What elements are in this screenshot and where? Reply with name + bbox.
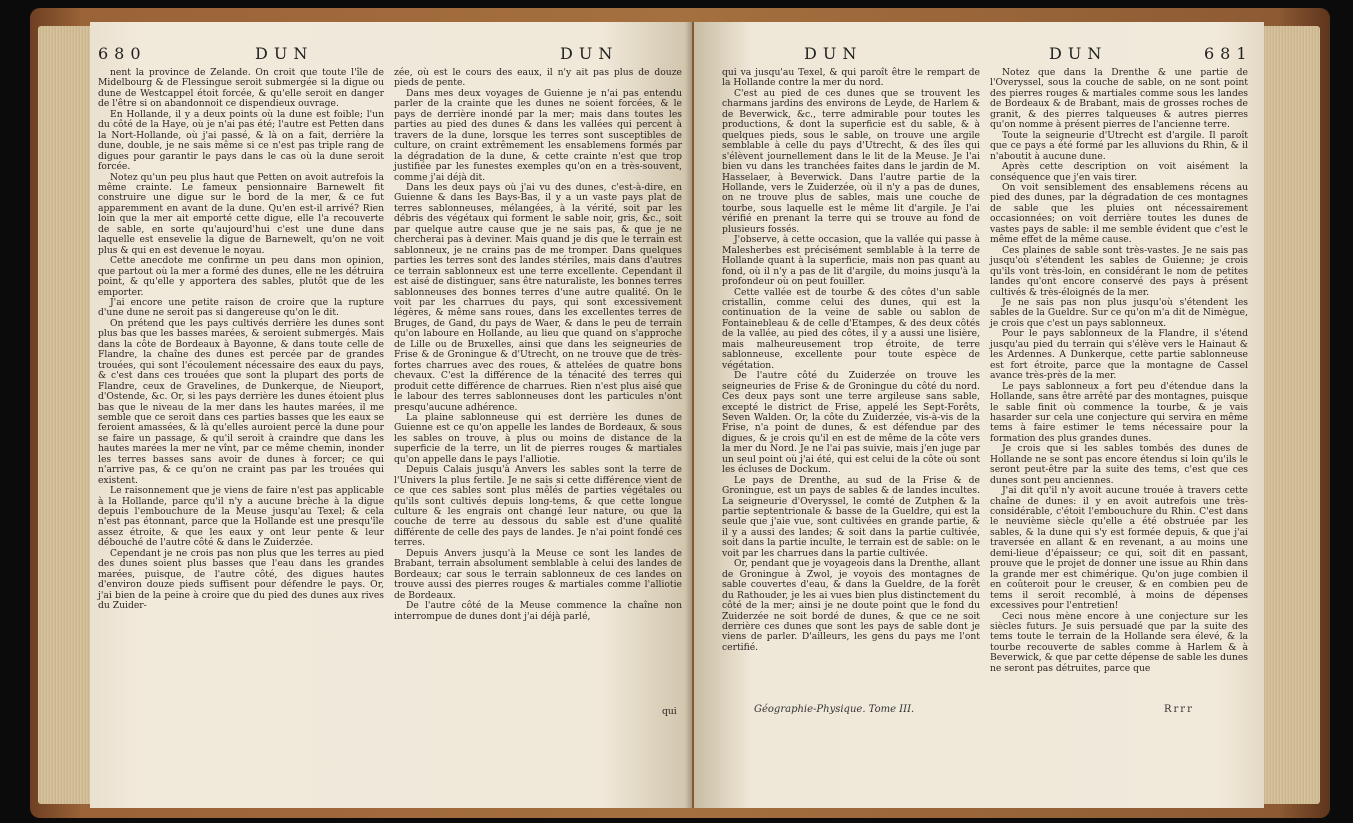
paragraph: Le pays de Drenthe, au sud de la Frise & de Groningue, est un pays de sables & de landes incultes. La seigneurie d'Overyssel, le comté de Zutphen & la partie septentrionale & basse de la Gueldre, qui est la seule que j'aie vue, sont cultivées en grande partie, & il y a aussi des landes; & soit dans la partie cultivée, soit dans la partie inculte, le terrain est de sable: on le voit par les charrues dans la partie cultivée. (722, 474, 980, 559)
paragraph: nent la province de Zelande. On croit que toute l'île de Midelbourg & de Flessingue seroit submergée si la digue ou dune de Westcappel étoit forcée, & qu'elle seroit en danger de l'être si on abandonnoit ce dispendieux ouvrage. (98, 67, 384, 110)
running-head-right: DUN (560, 44, 619, 63)
paragraph: Pour le pays sablonneux de la Flandre, il s'étend jusqu'au pied du terrain qui s'élève vers le Hainaut & les Ardennes. A Dunkerque, cette partie sablonneuse est fort étroite, parce que la montagne de Cassel avance très-près de la mer. (990, 328, 1248, 382)
paragraph: Je crois que si les sables tombés des dunes de Hollande ne se sont pas encore étendus si loin qu'ils le seront peut-être par la suite des tems, c'est que ces dunes sont peu anciennes. (990, 443, 1248, 486)
paragraph: Ces plaines de sable sont très-vastes. Je ne sais pas jusqu'où s'étendent les sables de Guienne; je crois qu'ils vont très-loin, en considérant le nom de petites landes qu'ont encore conservé des pays à présent cultivés & très-éloignés de la mer. (990, 244, 1248, 298)
page-footer: Géographie-Physique. Tome III. (754, 704, 915, 715)
paragraph: J'ai encore une petite raison de croire que la rupture d'une dune ne seroit pas si dangereuse qu'on le dit. (98, 296, 384, 319)
paragraph: J'observe, à cette occasion, que la vallée qui passe à Malesherbes est précisément semblable à la terre de Hollande quant à la superficie, mais non pas quant au fond, où il n'y a pas de lit d'argile, du moins jusqu'à la profondeur où on peut fouiller. (722, 234, 980, 288)
left-page-edges (38, 26, 98, 804)
page-number: 681 (1204, 44, 1253, 63)
paragraph: Le raisonnement que je viens de faire n'est pas applicable à la Hollande, parce qu'il n'y a aucune brèche à la digue depuis l'embouchure de la Meuse jusqu'au Texel; & cela n'est pas étonnant, parce que la Hollande est une presqu'île assez étroite, & que les eaux y ont leur pente & leur débouché de l'autre côté & dans le Zuiderzée. (98, 485, 384, 549)
paragraph: Cependant je ne crois pas non plus que les terres au pied des dunes soient plus basses que l'eau dans les grandes marées, puisque, de l'autre côté, des digues hautes d'environ douze pieds suffisent pour défendre le pays. Or, j'ai bien de la peine à croire que du pied des dunes aux rives du Zuider- (98, 547, 384, 612)
paragraph: De l'autre côté du Zuiderzée on trouve les seigneuries de Frise & de Groningue du côté du nord. Ces deux pays sont une terre argileuse sans sable, excepté le district de Frise, appelé les Sept-Forêts, Seven Walden. Or, la côte du Zuiderzée, vis-à-vis de la Frise, n'a point de dunes, & est défendue par des digues, & je crois qu'il en est de même de la côte vers la mer du Nord. Je ne l'ai pas suivie, mais j'en juge par un seul point où j'ai été, qui est celui de la côte où sont les écluses de Dockum. (722, 370, 980, 476)
paragraph: Dans mes deux voyages de Guienne je n'ai pas entendu parler de la crainte que les dunes ne soient forcées, & le pays de derrière inondé par la mer; mais dans toutes les parties au pied des dunes & dans les vallées qui percent à travers de la dune, lorsque les terres sont susceptibles de culture, on craint extrêmement les ensablemens formés par la dégradation de la dune, & cette crainte n'est que trop justifiée par les funestes exemples qu'on en a très-souvent, comme j'ai déjà dit. (394, 87, 682, 183)
paragraph: Toute la seigneurie d'Utrecht est d'argile. Il paroît que ce pays a été formé par les alluvions du Rhin, & il n'aboutit à aucune dune. (990, 129, 1248, 162)
paragraph: J'ai dit qu'il n'y avoit aucune trouée à travers cette chaîne de dunes: il y en avoit autrefois une très-considérable, c'étoit l'embouchure du Rhin. C'est dans le neuvième siècle qu'elle a été obstruée par les sables, & la dune qui s'y est formée depuis, & que j'ai traversée en allant & en revenant, a au moins une demi-lieue d'épaisseur; ce qui, soit dit en passant, prouve que le projet de donner une issue au Rhin dans la grande mer est chimérique. Qu'on juge combien il en coûteroit pour le creuser, & en combien peu de tems il seroit recomblé, à moins de dépenses excessives pour l'entretien! (990, 485, 1248, 612)
paragraph: Depuis Calais jusqu'à Anvers les sables sont la terre de l'Univers la plus fertile. Je ne sais si cette différence vient de ce que ces sables sont plus mêlés de parties végétales ou qu'ils sont cultivés depuis long-tems, & que cette longue culture & les engrais ont changé leur nature, ou que la couche de terre au dessous du sable est d'une qualité différente de celle des pays de landes. Je n'ai point fondé ces terres. (394, 464, 682, 549)
right-page-column-1 (722, 68, 980, 653)
running-head-left: DUN (804, 44, 863, 63)
paragraph: Or, pendant que je voyageois dans la Drenthe, allant de Groningue à Zwol, je voyois des montagnes de sable couvertes d'eau, & dans la Gueldre, de la forêt du Rathouder, je les ai vues bien plus distinctement du côté de la mer; ainsi je ne doute point que le fond du Zuiderzée ne soit bordé de dunes, & que ce ne soit derrière ces dunes que sont les pays de sable dont je viens de parler. D'ailleurs, les gens du pays me l'ont certifié. (722, 558, 980, 653)
paragraph: Notez que dans la Drenthe & une partie de l'Overyssel, sous la couche de sable, on ne sont point des pierres rouges & martiales comme sous les landes de Bordeaux & de Brabant, mais de grosses roches de granit, & des pierres talqueuses & autres pierres qu'on nomme à présent pierres de l'ancienne terre. (990, 67, 1248, 131)
page-number: 680 (98, 44, 147, 63)
paragraph: Je ne sais pas non plus jusqu'où s'étendent les sables de la Gueldre. Sur ce qu'on m'a dit de Nimègue, je crois que c'est un pays sablonneux. (990, 296, 1248, 329)
book (30, 8, 1330, 818)
paragraph: Notez qu'un peu plus haut que Petten on avoit autrefois la même crainte. Le fameux pensionnaire Barnewelt fit construire une digue sur le bord de la mer, & ce fut apparemment en avant de la dune. Qu'en est-il arrivé? Rien loin que la mer ait emporté cette digue, elle l'a recouverte de sable, en sorte qu'aujourd'hui c'est une dune dans laquelle est ensevelie la digue de Barnewelt, qu'on ne voit plus & qui en est devenue le noyau. (98, 171, 384, 256)
running-head-right: DUN (1049, 44, 1108, 63)
right-page (694, 22, 1264, 808)
paragraph: C'est au pied de ces dunes que se trouvent les charmans jardins des environs de Leyde, de Harlem & de Beverwick, &c., terre admirable pour toutes les productions, & dont la superficie est du sable, & à quelques pieds, sous le sable, on trouve une argile semblable à celle du pays d'Utrecht, & des îles qui s'élèvent journellement dans le lit de la Meuse. Je l'ai bien vu dans les tranchées faites dans le jardin de M. Hasselaer, à Beverwick. Dans l'autre partie de la Hollande, vers le Zuiderzée, où il n'y a pas de dunes, on ne trouve plus de sables, mais une couche de tourbe, sous laquelle est le même lit d'argile. Je l'ai vérifié en prenant la terre qui se trouve au fond de plusieurs fossés. (722, 87, 980, 235)
paragraph: qui va jusqu'au Texel, & qui paroît être le rempart de la Hollande contre la mer du nord. (722, 67, 980, 89)
running-head-left: DUN (255, 44, 314, 63)
paragraph: La plaine sablonneuse qui est derrière les dunes de Guienne est ce qu'on appelle les landes de Bordeaux, & sous les sables on trouve, à plus ou moins de distance de la superficie de la terre, un lit de pierres rouges & martiales qu'on appelle dans le pays l'alliotie. (394, 411, 682, 465)
paragraph: De l'autre côté de la Meuse commence la chaîne non interrompue de dunes dont j'ai déjà parlé, (394, 600, 682, 622)
right-page-edges (1262, 26, 1320, 804)
paragraph: Ceci nous mène encore à une conjecture sur les siècles futurs. Je suis persuadé que par la suite des tems toute le terrain de la Hollande sera élevé, & la tourbe recouverte de sables comme à Harlem & à Beverwick, & que par cette dépense de sable les dunes ne seront pas détruites, parce que (990, 610, 1248, 674)
signature-mark: Rrrr (1164, 704, 1194, 715)
catchword: qui (662, 706, 677, 717)
paragraph: Après cette description on voit aisément la conséquence que j'en vais tirer. (990, 161, 1248, 183)
left-page (90, 22, 692, 808)
paragraph: Cette anecdote me confirme un peu dans mon opinion, que partout où la mer a formé des dunes, elle ne les détruira point, & qu'elle y apportera des sables, plutôt que de les emporter. (98, 255, 384, 298)
paragraph: Le pays sablonneux a fort peu d'étendue dans la Hollande, sans être arrêté par des montagnes, puisque le sable finit où commence la tourbe, & je vais hasarder sur cela une conjecture qui servira en même tems à faire estimer le tems nécessaire pour la formation des plus grandes dunes. (990, 380, 1248, 444)
paragraph: Cette vallée est de tourbe & des côtes d'un sable cristallin, comme celui des dunes, qui est la continuation de la veine de sable ou sablon de Fontainebleau & de celle d'Etampes, & des deux côtés de la vallée, au pied des côtes, il y a aussi une lisière, mais malheureusement trop étroite, de terre sablonneuse, excellente pour toute espèce de végétation. (722, 286, 980, 371)
paragraph: Dans les deux pays où j'ai vu des dunes, c'est-à-dire, en Guienne & dans les Bays-Bas, il y a un vaste pays plat de terres sablonneuses, mélangées, à la vérité, soit par les débris des végétaux qui forment le sable noir, gris, &c., soit par quelque autre cause que je ne sais pas, & que je ne chercherai pas à deviner. Mais quand je dis que le terrain est sablonneux, je ne crains pas de me tromper. Dans quelques parties les terres sont des landes stériles, mais dans d'autres ce terrain sablonneux est une terre excellente. Cependant il est aisé de distinguer, sans être naturaliste, les bonnes terres sablonneuses des bonnes terres d'une autre qualité. On le voit par les charrues du pays, qui sont excessivement légères, & même sans roues, dans les excellentes terres de Bruges, de Gand, du pays de Waer, & dans le peu de terrain qu'on laboure en Hollande, au lieu que quand on s'approche de Lille ou de Bruxelles, ainsi que dans les seigneuries de Frise & de Groningue & d'Utrecht, on ne trouve que de très-fortes charrues avec des roues, & attelées de quatre bons chevaux. C'est la différence de la ténacité des terres qui produit cette différence de charrues. Rien n'est plus aisé que le labour des terres sablonneuses dont les particules n'ont presqu'aucune adhérence. (394, 181, 682, 413)
paragraph: zée, où est le cours des eaux, il n'y ait pas plus de douze pieds de pente. (394, 67, 682, 89)
left-page-column-1 (98, 68, 384, 612)
right-page-column-2 (990, 68, 1248, 674)
paragraph: En Hollande, il y a deux points où la dune est foible; l'un du côté de la Haye, où je n'ai pas été; l'autre est Petten dans la Nort-Hollande, où j'ai passé, & là on a fait, derrière la dune, double, je ne sais même si ce n'est pas triple rang de digues pour garantir le pays dans le cas où la dune seroit forcée. (98, 108, 384, 173)
left-page-column-2 (394, 68, 682, 622)
paragraph: Depuis Anvers jusqu'à la Meuse ce sont les landes de Brabant, terrain absolument semblable à celui des landes de Bordeaux; car sous le terrain sablonneux de ces landes on trouve aussi des pierres rouges & martiales comme l'alliotie de Bordeaux. (394, 547, 682, 601)
paragraph: On prétend que les pays cultivés derrière les dunes sont plus bas que les basses marées, & seroient submergés. Mais dans la côte de Bordeaux à Bayonne, & dans toute celle de Flandre, la chaîne des dunes est percée par de grandes trouées, qui sont l'écoulement nécessaire des eaux du pays, & c'est dans ces trouées que sont la plupart des ports de Flandre, ceux de Gravelines, de Dunkerque, de Nieuport, d'Ostende, &c. Or, si les pays derrière les dunes étoient plus bas que le niveau de la mer dans les hautes marées, il me semble que ce seroit dans ces parties basses que les eaux se feroient amassées, & là qu'elles auroient percé la dune pour se faire un passage, & qu'il seroit à craindre que dans les hautes marées la mer ne vînt, par ce même chemin, inonder les terres basses sans avoir de dunes à forcer; ce qui n'arrive pas, & ce qu'on ne craint pas par les trouées qui existent. (98, 317, 384, 486)
paragraph: On voit sensiblement des ensablemens récens au pied des dunes, par la dégradation de ces montagnes de sable que les pluies ont nécessairement occasionnées; on voit derrière toutes les dunes de vastes pays de sable: il me semble évident que c'est le même effet de la même cause. (990, 181, 1248, 246)
